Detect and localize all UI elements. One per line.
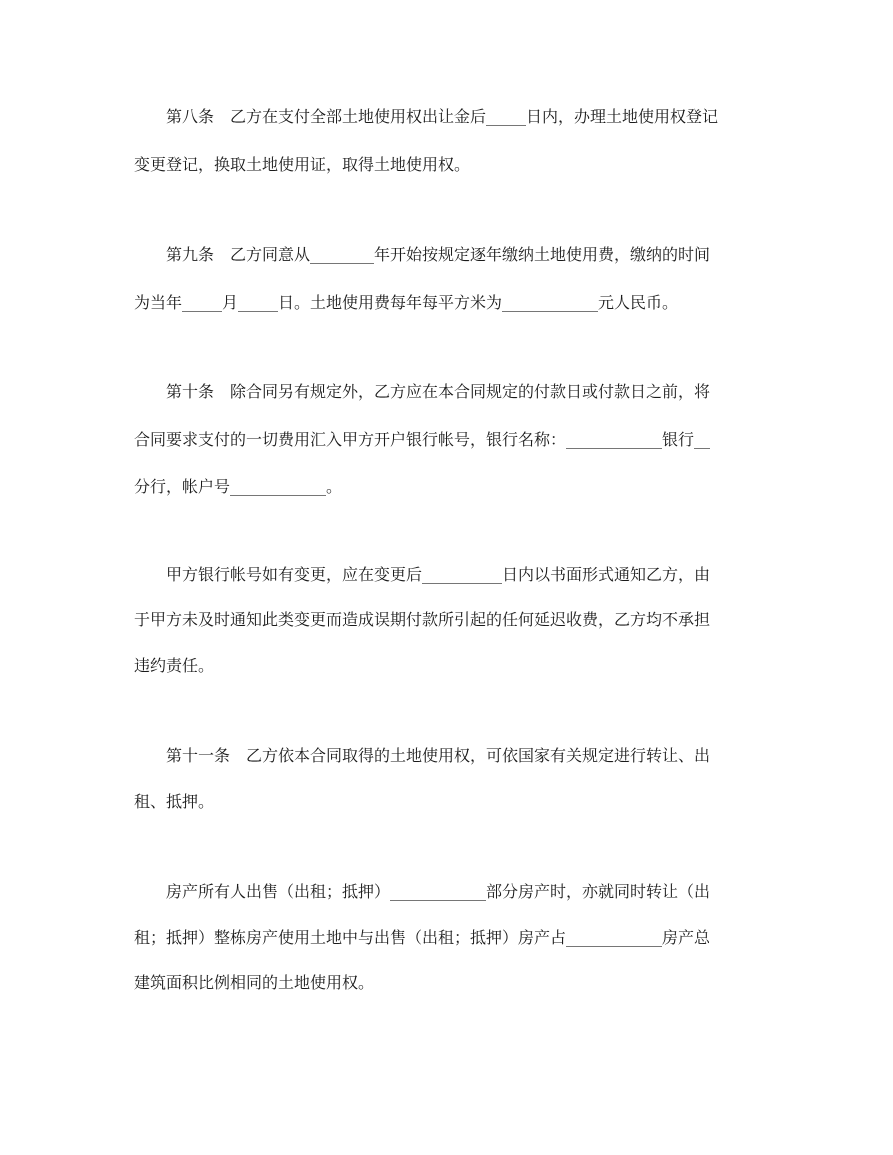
paragraph-line: 租、抵押。 (134, 792, 215, 811)
paragraph-line: 违约责任。 (134, 656, 215, 675)
paragraph-line: 分行，帐户号____________。 (134, 477, 343, 496)
paragraph-line: 变更登记，换取土地使用证，取得土地使用权。 (134, 155, 471, 174)
paragraph-line: 合同要求支付的一切费用汇入甲方开户银行帐号，银行名称：____________银行__ (134, 430, 711, 449)
paragraph-line: 第十条 除合同另有规定外，乙方应在本合同规定的付款日或付款日之前，将 (134, 382, 711, 401)
paragraph-line: 甲方银行帐号如有变更，应在变更后__________日内以书面形式通知乙方，由 (134, 565, 711, 584)
paragraph-line: 建筑面积比例相同的土地使用权。 (134, 973, 375, 992)
paragraph-line: 为当年_____月_____日。土地使用费每年每平方米为____________元人民币。 (134, 293, 679, 312)
paragraph-line: 于甲方未及时通知此类变更而造成误期付款所引起的任何延迟收费，乙方均不承担 (134, 610, 711, 629)
paragraph-line: 第九条 乙方同意从________年开始按规定逐年缴纳土地使用费，缴纳的时间 (134, 245, 711, 264)
paragraph-line: 租；抵押）整栋房产使用土地中与出售（出租；抵押）房产占____________房产总 (134, 928, 711, 947)
paragraph-line: 第十一条 乙方依本合同取得的土地使用权，可依国家有关规定进行转让、出 (134, 746, 711, 765)
paragraph-line: 房产所有人出售（出租；抵押）____________部分房产时，亦就同时转让（出 (134, 882, 711, 901)
paragraph-line: 第八条 乙方在支付全部土地使用权出让金后_____日内，办理土地使用权登记 (134, 107, 719, 126)
